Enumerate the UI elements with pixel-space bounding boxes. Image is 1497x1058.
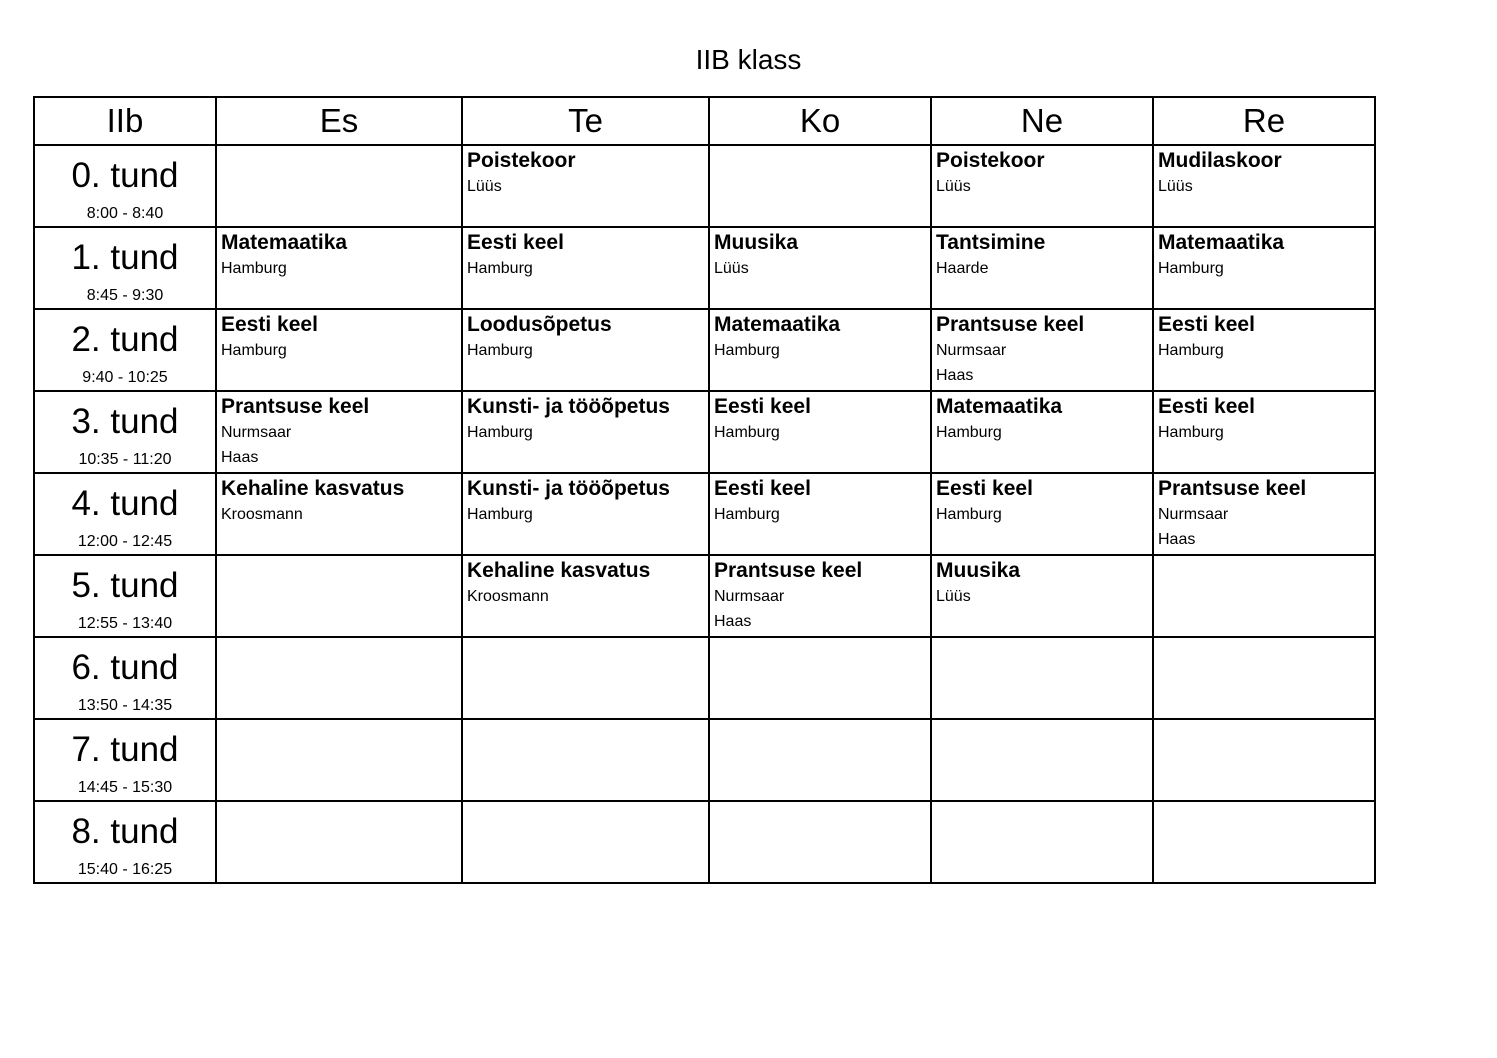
teacher-name: Kroosmann (221, 506, 303, 523)
teacher-name: Lüüs (1158, 178, 1193, 195)
teacher-name: Hamburg (221, 342, 287, 359)
subject-name: Eesti keel (467, 231, 564, 254)
subject-name: Muusika (714, 231, 799, 254)
teacher-name: Lüüs (936, 178, 971, 195)
period-time: 15:40 - 16:25 (77, 861, 173, 878)
teacher-name: Haas (714, 613, 752, 630)
period-row (34, 637, 1375, 719)
period-name: 8. tund (71, 812, 179, 851)
day-header-ko: Ko (709, 97, 931, 145)
lesson-cell (931, 145, 1153, 227)
lesson-cell (216, 473, 462, 555)
lesson-cell (931, 801, 1153, 883)
lesson-cell (216, 555, 462, 637)
subject-name: Eesti keel (714, 477, 811, 500)
period-name: 4. tund (71, 484, 179, 523)
teacher-name: Kroosmann (467, 588, 549, 605)
lesson-cell (1153, 555, 1375, 637)
teacher-name: Hamburg (1158, 424, 1224, 441)
period-row (34, 473, 1375, 555)
teacher-name: Nurmsaar (221, 424, 292, 441)
teacher-name: Lüüs (714, 260, 749, 277)
subject-name: Prantsuse keel (1158, 477, 1307, 500)
lesson-cell (216, 637, 462, 719)
lesson-cell (462, 227, 709, 309)
teacher-name: Lüüs (467, 178, 502, 195)
lesson-cell (931, 309, 1153, 391)
lesson-cell (709, 309, 931, 391)
period-cell (34, 473, 216, 555)
lesson-cell (462, 473, 709, 555)
period-name: 2. tund (71, 320, 179, 359)
lesson-cell (216, 145, 462, 227)
teacher-name: Hamburg (1158, 260, 1224, 277)
subject-name: Matemaatika (1158, 231, 1285, 254)
period-time: 13:50 - 14:35 (77, 697, 173, 714)
lesson-cell (931, 391, 1153, 473)
subject-name: Prantsuse keel (714, 559, 863, 582)
period-name: 6. tund (71, 648, 179, 687)
period-row (34, 801, 1375, 883)
lesson-cell (709, 391, 931, 473)
teacher-name: Hamburg (467, 506, 533, 523)
lesson-cell (931, 637, 1153, 719)
timetable (33, 96, 1376, 884)
period-cell (34, 227, 216, 309)
subject-name: Loodusõpetus (467, 313, 612, 336)
lesson-cell (709, 719, 931, 801)
subject-name: Poistekoor (467, 149, 576, 172)
lesson-cell (709, 555, 931, 637)
lesson-cell (216, 227, 462, 309)
day-header-re: Re (1153, 97, 1375, 145)
lesson-cell (462, 719, 709, 801)
teacher-name: Hamburg (467, 260, 533, 277)
lesson-cell (216, 391, 462, 473)
teacher-name: Hamburg (714, 506, 780, 523)
period-time: 12:55 - 13:40 (77, 615, 173, 632)
subject-name: Poistekoor (936, 149, 1045, 172)
period-time: 8:00 - 8:40 (86, 205, 164, 222)
period-row (34, 555, 1375, 637)
subject-name: Tantsimine (936, 231, 1046, 254)
period-cell (34, 309, 216, 391)
period-name: 5. tund (71, 566, 179, 605)
lesson-cell (1153, 227, 1375, 309)
teacher-name: Haas (221, 449, 259, 466)
subject-name: Matemaatika (714, 313, 841, 336)
period-cell (34, 555, 216, 637)
lesson-cell (462, 391, 709, 473)
period-row (34, 719, 1375, 801)
subject-name: Matemaatika (221, 231, 348, 254)
day-header-es: Es (216, 97, 462, 145)
page-title: IIB klass (695, 44, 802, 75)
period-time: 14:45 - 15:30 (77, 779, 173, 796)
lesson-cell (931, 555, 1153, 637)
period-row (34, 391, 1375, 473)
period-row (34, 227, 1375, 309)
teacher-name: Haas (1158, 531, 1196, 548)
teacher-name: Hamburg (936, 506, 1002, 523)
lesson-cell (462, 145, 709, 227)
subject-name: Eesti keel (1158, 313, 1255, 336)
subject-name: Eesti keel (221, 313, 318, 336)
period-cell (34, 637, 216, 719)
lesson-cell (1153, 637, 1375, 719)
lesson-cell (931, 227, 1153, 309)
lesson-cell (709, 473, 931, 555)
lesson-cell (709, 145, 931, 227)
lesson-cell (462, 637, 709, 719)
lesson-cell (462, 801, 709, 883)
teacher-name: Hamburg (936, 424, 1002, 441)
teacher-name: Hamburg (1158, 342, 1224, 359)
teacher-name: Hamburg (467, 342, 533, 359)
period-time: 9:40 - 10:25 (82, 369, 168, 386)
day-header-ne: Ne (931, 97, 1153, 145)
teacher-name: Nurmsaar (936, 342, 1007, 359)
lesson-cell (1153, 391, 1375, 473)
teacher-name: Nurmsaar (1158, 506, 1229, 523)
lesson-cell (216, 801, 462, 883)
lesson-cell (1153, 145, 1375, 227)
lesson-cell (462, 555, 709, 637)
lesson-cell (462, 309, 709, 391)
subject-name: Mudilaskoor (1158, 149, 1282, 172)
lesson-cell (1153, 719, 1375, 801)
header-row (34, 97, 1375, 145)
period-cell (34, 801, 216, 883)
period-name: 0. tund (71, 156, 179, 195)
teacher-name: Lüüs (936, 588, 971, 605)
period-time: 12:00 - 12:45 (77, 533, 173, 550)
period-time: 10:35 - 11:20 (78, 451, 172, 468)
subject-name: Kunsti- ja tööõpetus (467, 395, 670, 418)
teacher-name: Haarde (936, 260, 989, 277)
lesson-cell (1153, 309, 1375, 391)
period-name: 7. tund (71, 730, 179, 769)
teacher-name: Nurmsaar (714, 588, 785, 605)
period-time: 8:45 - 9:30 (86, 287, 164, 304)
lesson-cell (709, 801, 931, 883)
period-cell (34, 145, 216, 227)
subject-name: Eesti keel (936, 477, 1033, 500)
subject-name: Kehaline kasvatus (221, 477, 405, 500)
period-cell (34, 391, 216, 473)
period-row (34, 145, 1375, 227)
subject-name: Matemaatika (936, 395, 1063, 418)
lesson-cell (931, 719, 1153, 801)
period-name: 1. tund (71, 238, 179, 277)
subject-name: Eesti keel (714, 395, 811, 418)
subject-name: Kehaline kasvatus (467, 559, 651, 582)
class-label: IIb (34, 97, 216, 145)
subject-name: Prantsuse keel (936, 313, 1085, 336)
day-header-te: Te (462, 97, 709, 145)
period-cell (34, 719, 216, 801)
lesson-cell (216, 719, 462, 801)
lesson-cell (709, 637, 931, 719)
subject-name: Eesti keel (1158, 395, 1255, 418)
teacher-name: Hamburg (714, 342, 780, 359)
lesson-cell (709, 227, 931, 309)
teacher-name: Hamburg (714, 424, 780, 441)
period-name: 3. tund (71, 402, 179, 441)
lesson-cell (1153, 801, 1375, 883)
subject-name: Muusika (936, 559, 1021, 582)
subject-name: Kunsti- ja tööõpetus (467, 477, 670, 500)
period-row (34, 309, 1375, 391)
lesson-cell (931, 473, 1153, 555)
subject-name: Prantsuse keel (221, 395, 370, 418)
teacher-name: Hamburg (221, 260, 287, 277)
lesson-cell (216, 309, 462, 391)
teacher-name: Haas (936, 367, 974, 384)
lesson-cell (1153, 473, 1375, 555)
teacher-name: Hamburg (467, 424, 533, 441)
